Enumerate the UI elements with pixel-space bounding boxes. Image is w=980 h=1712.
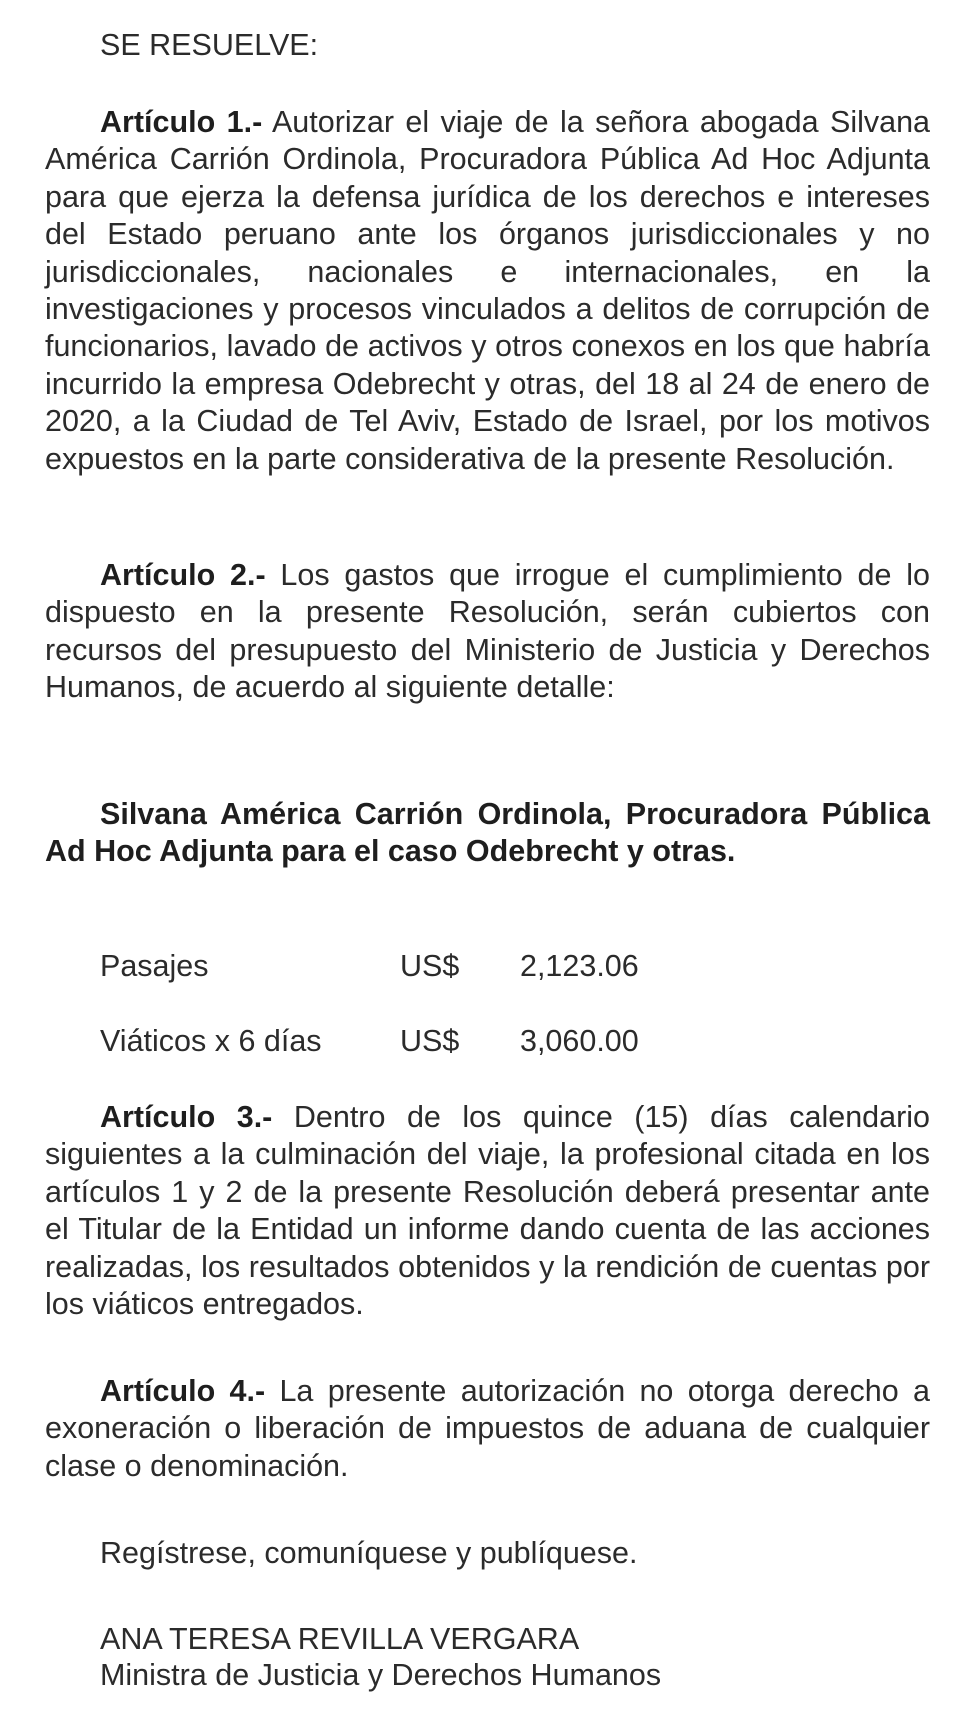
article-3-text: Dentro de los quince (15) días calendario siguientes a la culminación del viaje, la profesional citada en los artículos 1 y 2 de la presente Resolución deberá presentar ante el Titular de la Entidad un informe dando cuenta de las acciones realizadas, los resultados obtenidos y la rendición de cuentas por los viáticos entregados. [45,1100,930,1322]
expense-concept: Pasajes [100,949,209,983]
signatory-title: Ministra de Justicia y Derechos Humanos [100,1658,662,1692]
signatory-name: ANA TERESA REVILLA VERGARA [100,1622,580,1656]
article-4-text: La presente autorización no otorga derecho a exoneración o liberación de impuestos de aduana de cualquier clase o denominación. [45,1374,931,1483]
expense-amount: 2,123.06 [520,949,639,983]
resolve-heading: SE RESUELVE: [100,28,319,62]
expense-concept: Viáticos x 6 días [100,1024,322,1058]
expense-beneficiary: Silvana América Carrión Ordinola, Procuradora Pública Ad Hoc Adjunta para el caso Odebrecht y otras. [45,797,930,869]
article-2-text: Los gastos que irrogue el cumplimiento de lo dispuesto en la presente Resolución, serán cubiertos con recursos del presupuesto del Ministerio de Justicia y Derechos Humanos, de acuerdo al siguiente detalle: [45,558,930,705]
closing-formula: Regístrese, comuníquese y publíquese. [100,1536,638,1570]
expense-currency: US$ [400,1024,460,1058]
expense-row-tickets [100,948,700,985]
article-2-label: Artículo 2.- [100,558,266,592]
expense-amount: 3,060.00 [520,1024,639,1058]
article-1-text: Autorizar el viaje de la señora abogada Silvana América Carrión Ordinola, Procuradora Pública Ad Hoc Adjunta para que ejerza la defensa jurídica de los derechos e intereses del Estado peruano ante los órganos jurisdiccionales y no jurisdiccionales, nacionales e internacionales, en la investigaciones y procesos vinculados a delitos de corrupción de funcionarios, lavado de activos y otros conexos en los que habría incurrido la empresa Odebrecht y otras, del 18 al 24 de enero de 2020, a la Ciudad de Tel Aviv, Estado de Israel, por los motivos expuestos en la parte considerativa de la presente Resolución. [45,105,931,476]
expense-row-per-diem [100,1023,700,1060]
article-2 [45,557,930,707]
article-1-label: Artículo 1.- [100,105,263,139]
article-4 [45,1373,930,1485]
article-3 [45,1099,930,1323]
expense-currency: US$ [400,949,460,983]
article-1 [45,104,930,478]
article-4-label: Artículo 4.- [100,1374,266,1408]
article-3-label: Artículo 3.- [100,1100,273,1134]
